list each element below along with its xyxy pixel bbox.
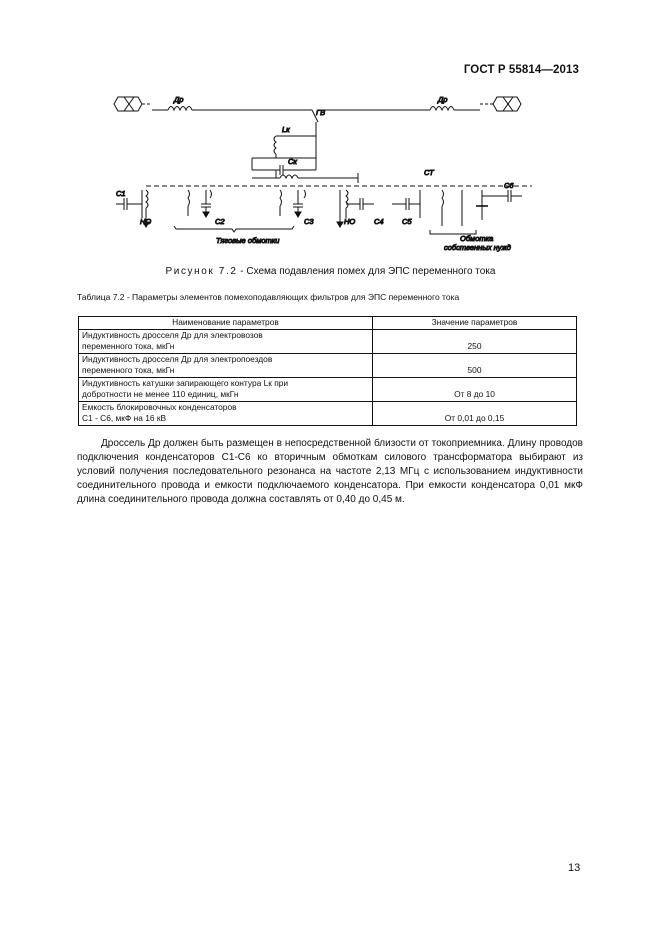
table-row <box>79 353 577 377</box>
label-gv: ГВ <box>316 108 326 117</box>
label-ho-right: НО <box>344 217 356 226</box>
body-paragraph-block <box>77 437 583 507</box>
table-header-row <box>79 317 577 330</box>
table-cell-value: От 8 до 10 <box>373 377 577 401</box>
choke-dr-left <box>168 107 192 111</box>
table-cell-value: От 0,01 до 0,15 <box>373 401 577 425</box>
table-cell-name: Индуктивность катушки запирающего контура Lк при добротности не менее 110 единиц, мкГн <box>79 377 373 401</box>
label-ho-left: НО <box>140 217 152 226</box>
table-cell-value: 500 <box>373 353 577 377</box>
table-header-name: Наименование параметров <box>79 317 373 330</box>
label-traction-windings: Тяговые обмотки <box>216 236 280 245</box>
pantograph-left-icon <box>114 97 152 111</box>
label-lk: Lк <box>282 125 290 134</box>
label-dr-right: Др <box>438 95 448 104</box>
body-paragraph: Дроссель Др должен быть размещен в непосредственной близости от токоприемника. Длину проводов подключения конденсаторов С1-С6 ко вторичным обмоткам силового трансформатора выбирают из условий получения последовательного резонанса на частоте 2,13 МГц с использованием индуктивности соединительного провода и емкости подключаемого конденсатора. При емкости конденсатора 0,01 мкФ длина соединительного провода должна составлять от 0,40 до 0,45 м. <box>77 438 583 506</box>
standard-designation: ГОСТ Р 55814—2013 <box>463 64 579 76</box>
table-row <box>79 377 577 401</box>
label-dr-left: Др <box>174 95 184 104</box>
label-aux-winding-line1: Обмотка <box>460 234 494 243</box>
label-c6: С6 <box>504 181 514 190</box>
table-cell-value: 250 <box>373 329 577 353</box>
table-row <box>79 329 577 353</box>
table-cell-name: Индуктивность дросселя Др для электропоездов переменного тока, мкГн <box>79 353 373 377</box>
label-c5: С5 <box>402 217 412 226</box>
label-ck: Cк <box>288 157 297 166</box>
table-header-value: Значение параметров <box>373 317 577 330</box>
choke-dr-right <box>430 107 454 111</box>
table-cell-name: Емкость блокировочных конденсаторов С1 - С6, мкФ на 16 кВ <box>79 401 373 425</box>
figure-caption <box>0 266 661 277</box>
label-c3: С3 <box>304 217 314 226</box>
table-row <box>79 401 577 425</box>
parameters-table <box>78 316 577 426</box>
label-aux-winding-line2: собственных нужд <box>444 243 511 252</box>
figure-caption-text: - Схема подавления помех для ЭПС переменного тока <box>237 266 496 277</box>
interference-suppression-circuit-diagram <box>112 86 542 256</box>
page-number: 13 <box>568 862 581 874</box>
table-title: Таблица 7.2 - Параметры элементов помехоподавляющих фильтров для ЭПС переменного тока <box>77 292 460 302</box>
label-ct: СТ <box>424 168 434 177</box>
label-c1: С1 <box>116 189 126 198</box>
label-c4: С4 <box>374 217 384 226</box>
label-c2: С2 <box>215 217 225 226</box>
pantograph-right-icon <box>480 97 521 111</box>
table-cell-name: Индуктивность дросселя Др для электровозов переменного тока, мкГн <box>79 329 373 353</box>
coil-lk <box>274 136 276 154</box>
figure-caption-number: Рисунок 7.2 <box>165 266 238 277</box>
